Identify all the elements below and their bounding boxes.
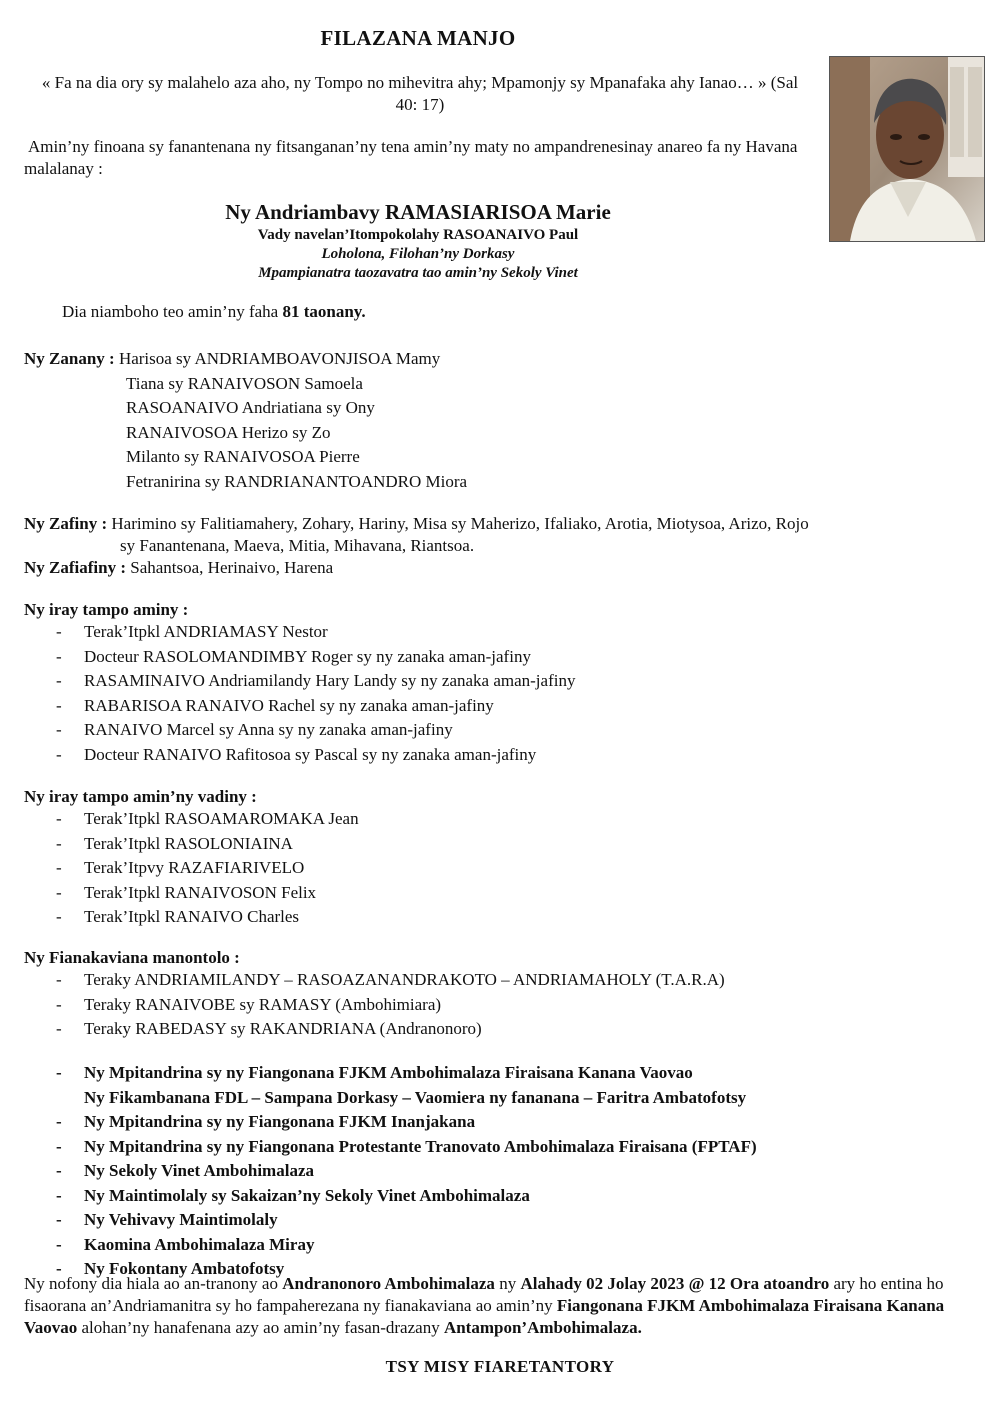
list-item: - Terak’Itpkl RASOAMAROMAKA Jean <box>24 807 359 832</box>
list-item: - RABARISOA RANAIVO Rachel sy ny zanaka aman-jafiny <box>24 694 575 719</box>
child-item: RANAIVOSOA Herizo sy Zo <box>126 422 331 442</box>
child-item: Tiana sy RANAIVOSON Samoela <box>126 373 363 393</box>
list-item: - Teraky RANAIVOBE sy RAMASY (Ambohimiara) <box>24 993 725 1018</box>
bible-verse: « Fa na dia ory sy malahelo aza aho, ny Tompo no mihevitra ahy; Mpamonjy sy Mpanafaka ahy Ianao… » (Sal 40: 17) <box>41 73 799 114</box>
closing-text: Ny nofony dia hiala ao an-tranony ao <box>24 1274 283 1293</box>
institution-line: Ny Fikambanana FDL – Sampana Dorkasy – Vaomiera ny fananana – Faritra Ambatofotsy <box>84 1087 747 1107</box>
list-item: - Ny Fokontany Ambatofotsy <box>24 1257 757 1282</box>
great-grandchildren-label: Ny Zafiafiny : <box>24 558 126 577</box>
institutions-section <box>24 1061 757 1282</box>
children-first-row <box>24 347 467 372</box>
child-item: Fetranirina sy RANDRIANANTOANDRO Miora <box>126 471 468 491</box>
closing-text: ny <box>494 1274 521 1293</box>
list-item: - Kaomina Ambohimalaza Miray <box>24 1233 757 1258</box>
children-label: Ny Zanany : <box>24 349 115 368</box>
list-item: - Docteur RASOLOMANDIMBY Roger sy ny zanaka aman-jafiny <box>24 645 575 670</box>
grandchildren-line1: Harimino sy Falitiamahery, Zohary, Hariny, Misa sy Maherizo, Ifaliako, Arotia, Miotysoa, Arizo, Rojo <box>111 514 809 533</box>
list-item: - Docteur RANAIVO Rafitosoa sy Pascal sy ny zanaka aman-jafiny <box>24 743 575 768</box>
list-item: - Ny Sekoly Vinet Ambohimalaza <box>24 1159 757 1184</box>
page-title: FILAZANA MANJO <box>320 26 516 50</box>
age-prefix: Dia niamboho teo amin’ny faha <box>62 302 279 321</box>
great-grandchildren-section <box>24 558 333 578</box>
deceased-block <box>0 198 836 283</box>
deceased-spouse-line: Vady navelan’Itompokolahy RASOANAIVO Paul <box>257 227 579 243</box>
closing-paragraph <box>24 1273 964 1339</box>
list-item: - Ny Vehivavy Maintimolaly <box>24 1208 757 1233</box>
relatives-section <box>24 948 725 1042</box>
list-item: - Terak’Itpkl RASOLONIAINA <box>24 832 359 857</box>
list-item: - Ny Mpitandrina sy ny Fiangonana FJKM Inanjakana <box>24 1110 757 1135</box>
deceased-role-line: Loholona, Filohan’ny Dorkasy <box>321 246 515 262</box>
children-section <box>24 347 467 494</box>
spouse-siblings-section <box>24 787 359 930</box>
institution-line: - Ny Mpitandrina sy ny Fiangonana FJKM Ambohimalaza Firaisana Kanana Vaovao <box>84 1063 693 1082</box>
deceased-name: Ny Andriambavy RAMASIARISOA Marie <box>225 200 611 224</box>
child-item: RASOANAIVO Andriatiana sy Ony <box>126 398 375 417</box>
footer-note: TSY MISY FIARETANTORY <box>385 1357 615 1376</box>
relatives-list <box>24 968 725 1042</box>
list-item: - RANAIVO Marcel sy Anna sy ny zanaka aman-jafiny <box>24 718 575 743</box>
grandchildren-row <box>24 513 924 535</box>
closing-text: ary ho entina ho fisaorana an’Andriamanitra sy ho fampaherezana ny fianakaviana ao amin’ny <box>24 1274 944 1315</box>
spouse-siblings-heading: Ny iray tampo amin’ny vadiny : <box>24 787 257 806</box>
child-item: Milanto sy RANAIVOSOA Pierre <box>126 447 360 466</box>
list-item: - RASAMINAIVO Andriamilandy Hary Landy sy ny zanaka aman-jafiny <box>24 669 575 694</box>
closing-burial-place: Antampon’Ambohimalaza. <box>443 1318 642 1337</box>
closing-text: alohan’ny hanafenana azy ao amin’ny fasan-drazany <box>77 1318 444 1337</box>
portrait-photo <box>829 56 985 242</box>
list-item: - Terak’Itpvy RAZAFIARIVELO <box>24 856 359 881</box>
institutions-list <box>24 1061 757 1282</box>
relatives-heading: Ny Fianakaviana manontolo : <box>24 948 240 967</box>
child-item: Harisoa sy ANDRIAMBOAVONJISOA Mamy <box>118 349 441 368</box>
closing-church: Fiangonana FJKM Ambohimalaza Firaisana Kanana Vaovao <box>24 1296 945 1337</box>
list-item: - Ny Mpitandrina sy ny Fiangonana Protestante Tranovato Ambohimalaza Firaisana (FPTAF) <box>24 1135 757 1160</box>
siblings-heading: Ny iray tampo aminy : <box>24 600 189 619</box>
grandchildren-line2: sy Fanantenana, Maeva, Mitia, Mihavana, Riantsoa. <box>120 536 475 555</box>
list-item <box>24 1061 757 1110</box>
list-item: - Terak’Itpkl RANAIVO Charles <box>24 905 359 930</box>
great-grandchildren-text: Sahantsoa, Herinaivo, Harena <box>130 558 334 577</box>
spouse-siblings-list <box>24 807 359 930</box>
list-item: - Teraky RABEDASY sy RAKANDRIANA (Andranonoro) <box>24 1017 725 1042</box>
grandchildren-section <box>24 513 924 557</box>
age-line <box>62 302 366 322</box>
closing-place: Andranonoro Ambohimalaza <box>282 1274 495 1293</box>
intro-paragraph: Amin’ny finoana sy fanantenana ny fitsanganan’ny tena amin’ny maty no ampandrenesinay anareo fa ny Havana malalanay : <box>24 137 798 178</box>
siblings-list <box>24 620 575 767</box>
siblings-section <box>24 600 575 767</box>
closing-date: Alahady 02 Jolay 2023 @ 12 Ora atoandro <box>520 1274 830 1293</box>
age-value: 81 taonany. <box>282 302 366 321</box>
grandchildren-label: Ny Zafiny : <box>24 514 108 533</box>
deceased-profession-line: Mpampianatra taozavatra tao amin’ny Sekoly Vinet <box>258 265 578 281</box>
list-item: - Terak’Itpkl ANDRIAMASY Nestor <box>24 620 575 645</box>
list-item: - Teraky ANDRIAMILANDY – RASOAZANANDRAKOTO – ANDRIAMAHOLY (T.A.R.A) <box>24 968 725 993</box>
list-item: - Ny Maintimolaly sy Sakaizan’ny Sekoly Vinet Ambohimalaza <box>24 1184 757 1209</box>
list-item: - Terak’Itpkl RANAIVOSON Felix <box>24 881 359 906</box>
portrait-icon <box>830 57 984 241</box>
